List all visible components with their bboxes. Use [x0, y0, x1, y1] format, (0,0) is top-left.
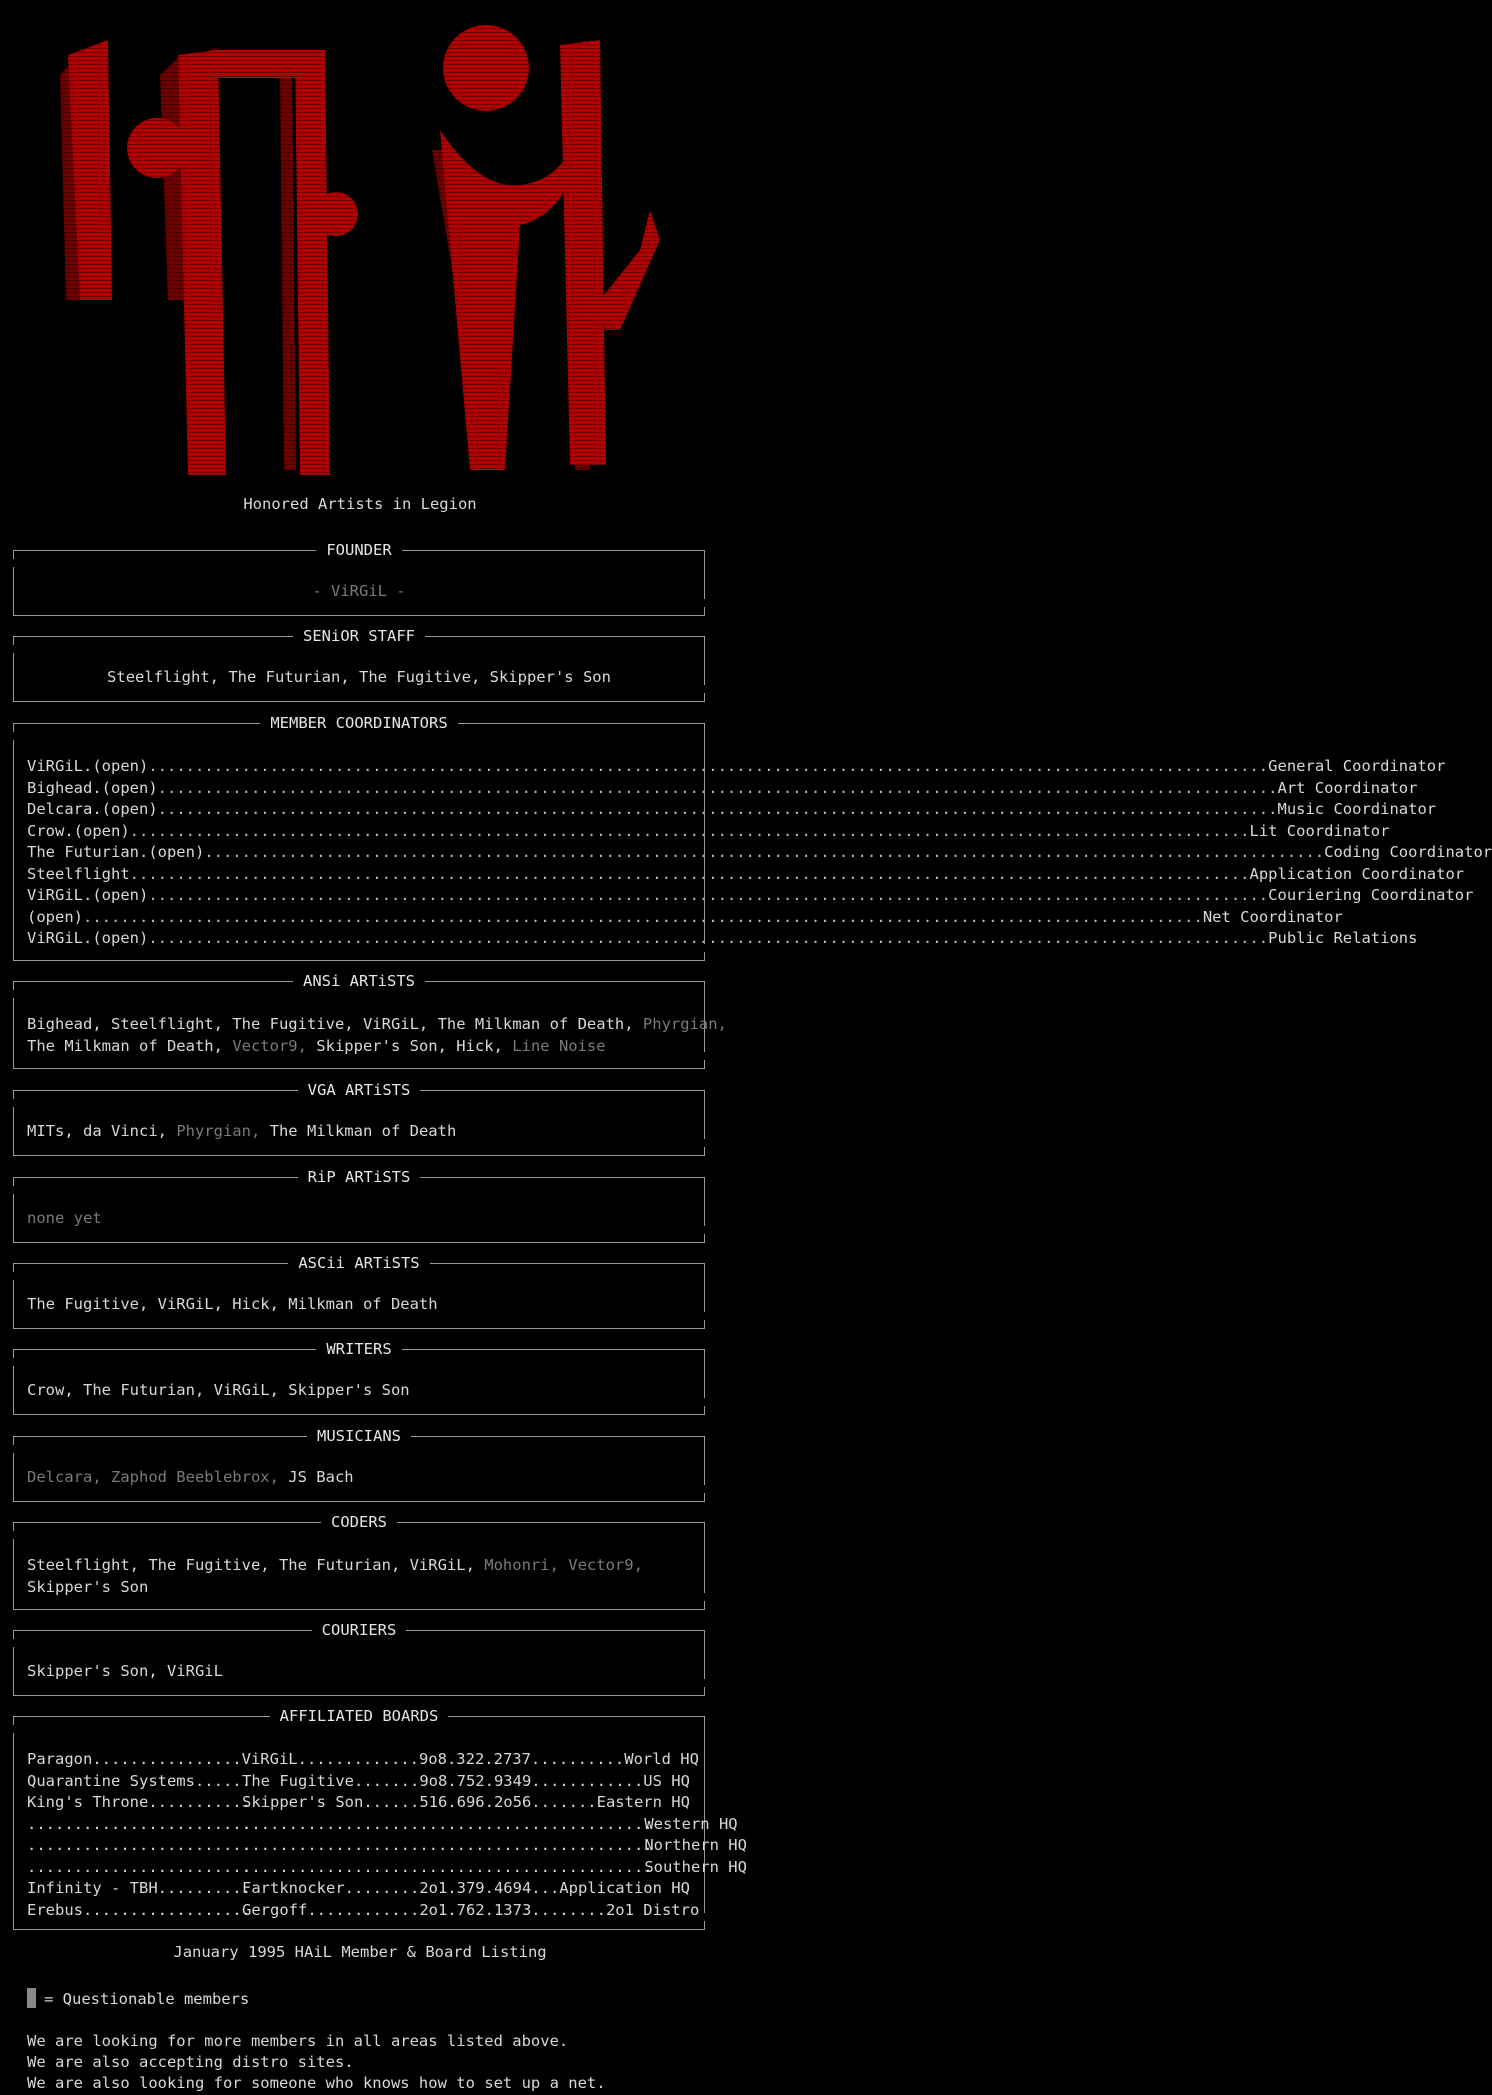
rip-artists-title: RiP ARTiSTS: [298, 1168, 421, 1186]
musicians-box: [13, 1427, 705, 1502]
ansi-artists-box: [13, 972, 727, 1069]
coordinator-row: Steelflight ..... Application Coordinator: [27, 864, 691, 886]
subtitle: Honored Artists in Legion: [243, 495, 477, 513]
founder-box: [13, 541, 705, 616]
musicians-title: MUSICIANS: [307, 1427, 411, 1445]
couriers-list: Skipper's Son, ViRGiL: [27, 1662, 223, 1680]
coordinator-row: Bighead.(open) ..... Art Coordinator: [27, 778, 691, 800]
vga-artists-box: [13, 1081, 705, 1156]
board-row: Infinity - TBH.......... Fartknocker........ 2o1.379.4694... Application HQ: [27, 1879, 690, 1897]
affiliated-boards-title: AFFILIATED BOARDS: [270, 1707, 449, 1725]
coordinator-row: (open) ..... Net Coordinator: [27, 907, 691, 929]
coordinator-row: ViRGiL.(open) ..... Couriering Coordinator: [27, 885, 691, 907]
couriers-box: [13, 1621, 705, 1696]
founder-title: FOUNDER: [316, 541, 401, 559]
ascii-artists-list: The Fugitive, ViRGiL, Hick, Milkman of Death: [27, 1295, 438, 1313]
ascii-artists-title: ASCii ARTiSTS: [288, 1254, 429, 1272]
virgil-logo: [0, 0, 720, 490]
rip-artists-box: [13, 1168, 705, 1243]
footer-line: We are looking for more members in all areas listed above.: [27, 2032, 569, 2050]
rip-artists-list: none yet: [27, 1209, 102, 1227]
footer-line: We are also looking for someone who knows how to set up a net.: [27, 2074, 606, 2092]
coders-title: CODERS: [321, 1513, 397, 1531]
questionable-marker-icon: [27, 1988, 36, 2008]
board-row: ........................ ................... ......................... Western HQ: [27, 1814, 738, 1833]
board-row: Quarantine Systems...... The Fugitive....... 9o8.752.9349............ US HQ: [27, 1771, 690, 1790]
board-row: ........................ ................... ......................... Northern HQ: [27, 1836, 747, 1854]
coordinator-row: The Futurian.(open) ..... Coding Coordinator: [27, 842, 691, 864]
affiliated-boards-box: [13, 1707, 747, 1930]
coders-list: Steelflight, The Fugitive, The Futurian, ViRGiL, Mohonri, Vector9, Skipper's Son: [27, 1556, 643, 1596]
coders-box: [13, 1513, 705, 1610]
ascii-artists-box: [13, 1254, 705, 1329]
senior-staff-title: SENiOR STAFF: [293, 627, 425, 645]
ansi-artists-list: Bighead, Steelflight, The Fugitive, ViRGiL, The Milkman of Death, Phyrgian, The Milkman of Death, Vector9, Skipper's Son, Hick, Line Noise: [27, 1015, 727, 1055]
senior-staff-list: Steelflight, The Futurian, The Fugitive, Skipper's Son: [107, 668, 611, 686]
ansi-artists-title: ANSi ARTiSTS: [293, 972, 425, 990]
board-row: King's Throne........... Skipper's Son...... 516.696.2o56....... Eastern HQ: [27, 1793, 690, 1811]
board-row: Paragon................ ViRGiL............. 9o8.322.2737.......... World HQ: [27, 1750, 699, 1768]
vga-artists-title: VGA ARTiSTS: [298, 1081, 421, 1099]
coordinators-title: MEMBER COORDINATORS: [260, 714, 457, 732]
founder-name: - ViRGiL -: [312, 582, 406, 600]
writers-list: Crow, The Futurian, ViRGiL, Skipper's Son: [27, 1381, 410, 1399]
coordinator-row: Delcara.(open) ..... Music Coordinator: [27, 799, 691, 821]
board-row: Erebus.................. Gergoff............ 2o1.762.1373........ 2o1 Distro: [27, 1900, 700, 1919]
writers-box: [13, 1340, 705, 1415]
coordinator-row: Crow.(open) ..... Lit Coordinator: [27, 821, 691, 843]
coordinator-row: ViRGiL.(open) ..... Public Relations: [27, 928, 691, 950]
legend: [27, 1988, 249, 2008]
senior-staff-box: [13, 627, 705, 702]
listing-title: January 1995 HAiL Member & Board Listing: [173, 1943, 547, 1961]
coordinator-row: ViRGiL.(open) ..... General Coordinator: [27, 756, 691, 778]
writers-title: WRITERS: [316, 1340, 401, 1358]
vga-artists-list: MITs, da Vinci, Phyrgian, The Milkman of Death: [27, 1122, 457, 1140]
coordinators-box: [13, 714, 1492, 961]
couriers-title: COURIERS: [312, 1621, 407, 1639]
board-row: ........................ ................... ......................... Southern HQ: [27, 1857, 747, 1876]
musicians-list: Delcara, Zaphod Beeblebrox, JS Bach: [27, 1468, 354, 1486]
legend-text: = Questionable members: [44, 1990, 250, 2008]
footer-line: We are also accepting distro sites.: [27, 2053, 354, 2071]
